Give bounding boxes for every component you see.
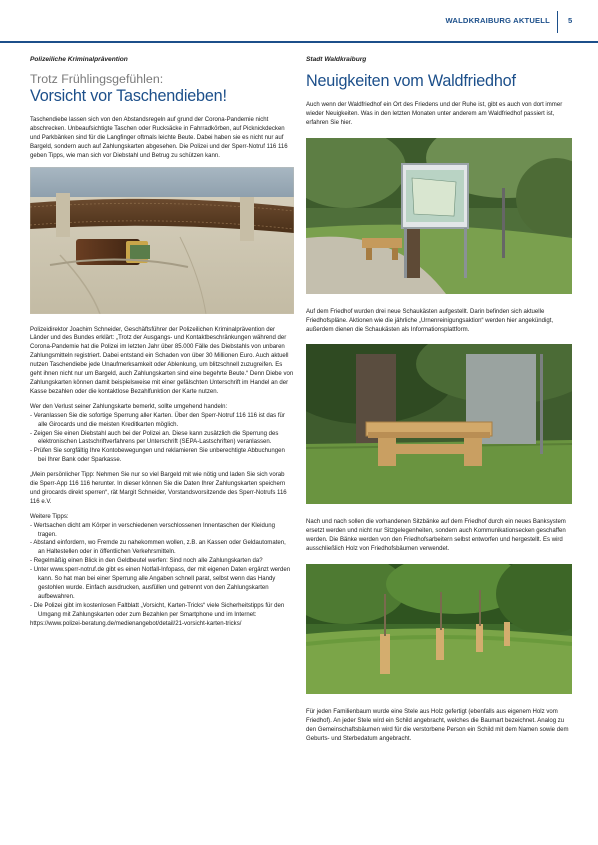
article-subhead: Trotz Frühlingsgefühlen:: [30, 72, 164, 86]
list-item: - Veranlassen Sie die sofortige Sperrung aller Karten. Über den Sperr-Notruf 116 116 ist das für alle Girocards und die meisten Kreditkarten möglich.: [30, 412, 285, 428]
wooden-bench-photo: [306, 344, 572, 504]
list-item: - Regelmäßig einen Blick in den Geldbeutel werfen: Sind noch alle Zahlungskarten da?: [30, 558, 263, 565]
list-item: - Wertsachen dicht am Körper in verschiedenen verschlossenen Innentaschen der Kleidung tragen.: [30, 522, 275, 538]
tips-list: [30, 522, 294, 620]
list-intro: Weitere Tipps:: [30, 513, 69, 520]
photo-caption: Auf dem Friedhof wurden drei neue Schaukästen aufgestellt. Darin befinden sich aktuelle Friedhofspläne. Aktionen wie die jährliche „Urnenreinigungsaktion“ werden hier angekündigt, außerdem dienen die Schaukästen als Informationsplattform.: [306, 308, 554, 333]
article-kicker: Polizeiliche Kriminalprävention: [30, 56, 128, 63]
article-intro: Auch wenn der Waldfriedhof ein Ort des Friedens und der Ruhe ist, gibt es auch von dort immer wieder Neuigkeiten. Was in den letzten Monaten unter anderem am Waldfriedhof passiert ist, erfahren Sie hier.: [306, 102, 563, 126]
article-paragraph: Polizeidirektor Joachim Schneider, Geschäftsführer der Polizeilichen Kriminalprävention der Länder und des Bundes erklärt: „Trotz der Ausgangs- und Kontaktbeschränkungen während der Corona-Pandemie hat die Polizei im letzten Jahr über 85.000 Fälle des Diebstahls von unbaren Zahlungsmitteln registriert. Dabei entstand ein Schaden von über 30 Millionen Euro. Auch aktuell nutzen Taschendiebe jede Unaufmerksamkeit oder Ablenkung, um blitzschnell zuzugreifen. Es geht ihnen nicht nur um Bargeld, auch Zahlungskarten sind eine begehrte Beute.“ Denn Diebe von Zahlungskarten können damit beispielsweise mit einer gefälschten Unterschrift im Handel an der Kasse bezahlen oder die kontaktlose Bezahlfunktion der Karte nutzen.: [30, 326, 294, 395]
list-item: - Prüfen Sie sorgfältig Ihre Kontobewegungen und reklamieren Sie unberechtigte Abbuchungen bei Ihrer Bank oder Sparkasse.: [30, 448, 285, 464]
article-intro: Taschendiebe lassen sich von den Abstandsregeln auf grund der Corona-Pandemie nicht abschrecken. Unbeaufsichtigte Taschen oder Rucksäcke in Fahrradkörben, auf Picknickdecken und Parkbänken sind für die Langfinger oftmals leichte Beute. Dabei haben sie es nicht nur auf Bargeld, sondern auch auf Zahlungskarten abgesehen. Die Polizei und der Sperr-Notruf 116 116 geben Tipps, wie man sich vor Diebstahl und Betrug zu schützen kann.: [30, 117, 288, 159]
showcase-board-photo: [306, 138, 572, 294]
list-item: - Die Polizei gibt im kostenlosen Faltblatt „Vorsicht, Karten-Tricks“ viele Sicherheitstipps für den Umgang mit Zahlungskarten oder zum Bezahlen per Smartphone und im Internet:: [30, 602, 285, 618]
header-separator: [557, 11, 558, 33]
article-kicker: Stadt Waldkraiburg: [306, 56, 367, 63]
page-header: [0, 0, 598, 44]
wallet-pocket-photo: [30, 167, 294, 314]
photo-caption: Nach und nach sollen die vorhandenen Sitzbänke auf dem Friedhof durch ein neues Banksystem ersetzt werden und nicht nur Sitzgelegenheiten, sondern auch Kommunikationsecken geschaffen werden. Die Bänke werden von den Friedhofsarbeitern selbst entworfen und hergestellt. Es wird ausschließlich Holz von Friedhofsbäumen verwendet.: [306, 519, 566, 553]
article-quote: „Mein persönlicher Tipp: Nehmen Sie nur so viel Bargeld mit wie nötig und laden Sie sich vorab die Sperr-App 116 116 herunter. In dieser können Sie die Daten Ihrer Zahlungskarten speichern und girocards direkt sperren“, rät Margit Schneider, Vorstandsvorsitzende des Sperr-Notrufs 116 116 e.V.: [30, 472, 287, 505]
list-item: - Zeigen Sie einen Diebstahl auch bei der Polizei an. Diese kann zusätzlich die Sperrung des elektronischen Lastschriftverfahrens per Unterschrift (SEPA-Lastschriften) veranlassen.: [30, 430, 279, 446]
list-item: - Abstand einfordern, wo Fremde zu nahekommen wollen, z.B. an Kassen oder Geldautomaten, an Haltestellen oder in öffentlichen Verkehrsmitteln.: [30, 540, 286, 556]
list-item: - Unter www.sperr-notruf.de gibt es einen Notfall-Infopass, der mit eigenen Daten ergänzt werden kann. So hat man bei einer Sperrung alle Angaben schnell parat, selbst wenn das Handy gestohlen wurde. Einfach ausdrucken, ausfüllen und getrennt von den Zahlungskarten aufbewahren.: [30, 567, 291, 600]
action-list: [30, 412, 294, 465]
memorial-steles-photo: [306, 564, 572, 694]
article-cemetery: [306, 56, 572, 744]
page-number: 5: [568, 16, 573, 25]
article-headline: Vorsicht vor Taschendieben!: [30, 87, 227, 105]
publication-title: WALDKRAIBURG AKTUELL: [445, 16, 550, 25]
list-intro: Wer den Verlust seiner Zahlungskarte bemerkt, sollte umgehend handeln:: [30, 403, 228, 410]
article-pickpockets: [30, 56, 294, 629]
article-headline: Neuigkeiten vom Waldfriedhof: [306, 72, 516, 90]
header-rule: [0, 41, 598, 43]
photo-caption: Für jeden Familienbaum wurde eine Stele aus Holz gefertigt (ebenfalls aus eigenem Holz vom Friedhof). An jeder Stele wird ein Schild angebracht, welches die Baumart bezeichnet. Analog zu den Gemeinschaftsbäumen wird für die verstorbene Person ein Schild mit dem Namen sowie dem Geburts- und Sterbedatum angebracht.: [306, 709, 569, 742]
article-link[interactable]: https://www.polizei-beratung.de/medienangebot/detail/21-vorsicht-karten-tricks/: [30, 620, 242, 627]
